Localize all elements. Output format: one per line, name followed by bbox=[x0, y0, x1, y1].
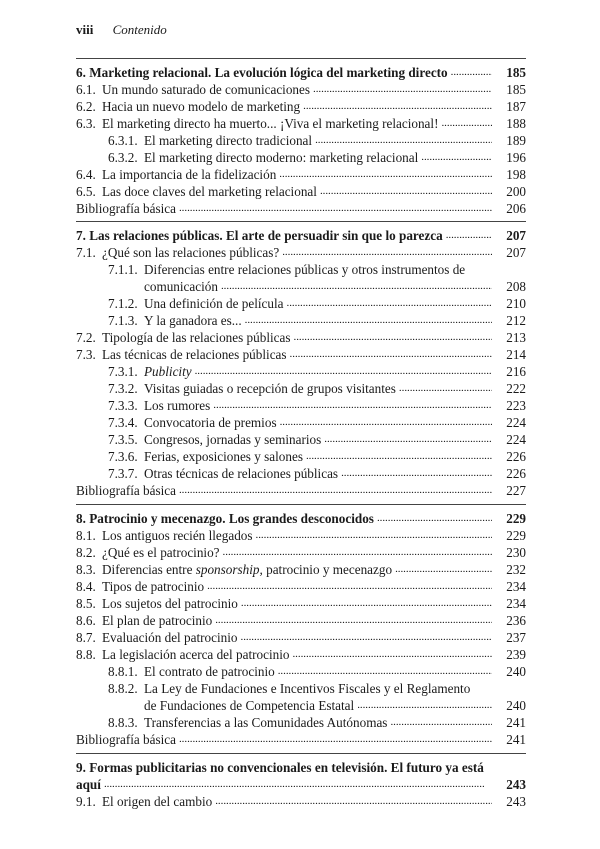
section-number: 7.3.5. bbox=[108, 432, 138, 447]
dot-leader bbox=[303, 98, 492, 115]
section-8-7-entry[interactable] bbox=[76, 629, 526, 646]
page-number: 214 bbox=[506, 347, 526, 362]
section-title: Otras técnicas de relaciones públicas bbox=[144, 466, 339, 481]
page-number: 241 bbox=[506, 732, 526, 747]
page-number: 224 bbox=[506, 415, 526, 430]
section-title: La Ley de Fundaciones e Incentivos Fiscales y el Reglamento bbox=[144, 681, 471, 696]
page-number: 185 bbox=[506, 65, 526, 80]
page-number: 237 bbox=[506, 630, 526, 645]
section-number: 8.8.3. bbox=[108, 715, 138, 730]
dot-leader bbox=[320, 183, 492, 200]
section-number: 8.2. bbox=[76, 545, 96, 560]
dot-leader bbox=[279, 166, 492, 183]
section-number: 7.1.3. bbox=[108, 313, 138, 328]
section-7-1-entry[interactable] bbox=[76, 244, 526, 261]
section-8-6-entry[interactable] bbox=[76, 612, 526, 629]
section-6-3-entry[interactable] bbox=[76, 115, 526, 132]
section-title: El marketing directo ha muerto... ¡Viva el marketing relacional! bbox=[102, 116, 439, 131]
page-number: 236 bbox=[506, 613, 526, 628]
dot-leader bbox=[245, 312, 492, 329]
section-title: Congresos, jornadas y seminarios bbox=[144, 432, 322, 447]
section-number: 8.8.2. bbox=[108, 681, 138, 696]
dot-leader bbox=[290, 346, 492, 363]
header-page-number: viii bbox=[76, 22, 94, 37]
section-title: Convocatoria de premios bbox=[144, 415, 277, 430]
page-number: 226 bbox=[506, 449, 526, 464]
dot-leader bbox=[215, 612, 492, 629]
section-title: Las técnicas de relaciones públicas bbox=[102, 347, 287, 362]
section-number: 6.5. bbox=[76, 184, 96, 199]
page-number: 207 bbox=[506, 228, 526, 243]
section-title: ¿Qué es el patrocinio? bbox=[102, 545, 220, 560]
page-number: 232 bbox=[506, 562, 526, 577]
section-title: Hacia un nuevo modelo de marketing bbox=[102, 99, 301, 114]
chapter-title: 8. Patrocinio y mecenazgo. Los grandes desconocidos bbox=[76, 511, 374, 526]
page-number: 222 bbox=[506, 381, 526, 396]
chapter-6-entry[interactable] bbox=[76, 64, 526, 81]
section-number: 8.5. bbox=[76, 596, 96, 611]
dot-leader bbox=[241, 629, 493, 646]
section-6-2-entry[interactable] bbox=[76, 98, 526, 115]
page-number: 240 bbox=[506, 698, 526, 713]
section-6-5-entry[interactable] bbox=[76, 183, 526, 200]
page-number: 224 bbox=[506, 432, 526, 447]
section-7-1-1-continuation[interactable] bbox=[76, 278, 526, 295]
section-title: Evaluación del patrocinio bbox=[102, 630, 238, 645]
section-title: Los rumores bbox=[144, 398, 211, 413]
dot-leader bbox=[357, 697, 492, 714]
section-number: 7.1.2. bbox=[108, 296, 138, 311]
section-8-8-1-entry[interactable] bbox=[76, 663, 526, 680]
dot-leader bbox=[179, 200, 492, 217]
section-number: 7.3.7. bbox=[108, 466, 138, 481]
section-6-1-entry[interactable] bbox=[76, 81, 526, 98]
page-number: 198 bbox=[506, 167, 526, 182]
section-number: 8.8.1. bbox=[108, 664, 138, 679]
page-number: 229 bbox=[506, 528, 526, 543]
dot-leader bbox=[313, 81, 492, 98]
dot-leader bbox=[241, 595, 492, 612]
dot-leader bbox=[399, 380, 492, 397]
bibliography-6-entry[interactable] bbox=[76, 200, 526, 217]
bibliography-8-entry[interactable] bbox=[76, 731, 526, 748]
dot-leader bbox=[395, 561, 492, 578]
chapter-9-entry[interactable] bbox=[76, 759, 526, 776]
section-title: Una definición de película bbox=[144, 296, 284, 311]
section-title: Un mundo saturado de comunicaciones bbox=[102, 82, 311, 97]
section-7-1-1-entry[interactable] bbox=[76, 261, 526, 278]
chapter-divider bbox=[76, 221, 526, 222]
section-number: 8.3. bbox=[76, 562, 96, 577]
section-title: Y la ganadora es... bbox=[144, 313, 242, 328]
section-6-3-1-entry[interactable] bbox=[76, 132, 526, 149]
section-8-1-entry[interactable] bbox=[76, 527, 526, 544]
section-title: Transferencias a las Comunidades Autónomas bbox=[144, 715, 388, 730]
section-title: Los antiguos recién llegados bbox=[102, 528, 253, 543]
section-title: ¿Qué son las relaciones públicas? bbox=[102, 245, 280, 260]
section-title: Los sujetos del patrocinio bbox=[102, 596, 238, 611]
page-number: 240 bbox=[506, 664, 526, 679]
page-number: 234 bbox=[506, 579, 526, 594]
section-title: El contrato de patrocinio bbox=[144, 664, 275, 679]
section-6-3-2-entry[interactable] bbox=[76, 149, 526, 166]
page-number: 212 bbox=[506, 313, 526, 328]
section-8-8-3-entry[interactable] bbox=[76, 714, 526, 731]
section-6-4-entry[interactable] bbox=[76, 166, 526, 183]
section-number: 9.1. bbox=[76, 794, 96, 809]
page-number: 243 bbox=[506, 794, 526, 809]
page-number: 229 bbox=[506, 511, 526, 526]
page-number: 187 bbox=[506, 99, 526, 114]
dot-leader bbox=[278, 663, 492, 680]
page-number: 216 bbox=[506, 364, 526, 379]
bibliography-7-entry[interactable] bbox=[76, 482, 526, 499]
section-number: 8.7. bbox=[76, 630, 96, 645]
page-number: 188 bbox=[506, 116, 526, 131]
section-number: 8.8. bbox=[76, 647, 96, 662]
chapter-title: 9. Formas publicitarias no convencionales en televisión. El futuro ya está bbox=[76, 760, 484, 775]
page-number: 239 bbox=[506, 647, 526, 662]
section-7-3-2-entry[interactable] bbox=[76, 380, 526, 397]
section-title: La legislación acerca del patrocinio bbox=[102, 647, 290, 662]
section-7-3-entry[interactable] bbox=[76, 346, 526, 363]
dot-leader bbox=[441, 115, 492, 132]
section-number: 8.6. bbox=[76, 613, 96, 628]
dot-leader bbox=[390, 714, 492, 731]
section-7-1-2-entry[interactable] bbox=[76, 295, 526, 312]
page-number: 243 bbox=[506, 777, 526, 792]
dot-leader bbox=[256, 527, 492, 544]
section-7-3-7-entry[interactable] bbox=[76, 465, 526, 482]
dot-leader bbox=[104, 776, 492, 793]
dot-leader bbox=[213, 397, 492, 414]
section-number: 7.3.1. bbox=[108, 364, 138, 379]
section-number: 8.4. bbox=[76, 579, 96, 594]
section-number: 6.3.2. bbox=[108, 150, 138, 165]
chapter-divider bbox=[76, 504, 526, 505]
section-number: 6.4. bbox=[76, 167, 96, 182]
page-number: 230 bbox=[506, 545, 526, 560]
page-number: 234 bbox=[506, 596, 526, 611]
section-title-italic: sponsorship, bbox=[195, 562, 263, 577]
page-number: 241 bbox=[506, 715, 526, 730]
dot-leader bbox=[280, 414, 492, 431]
page-number: 210 bbox=[506, 296, 526, 311]
section-number: 6.3.1. bbox=[108, 133, 138, 148]
page-number: 196 bbox=[506, 150, 526, 165]
dot-leader bbox=[179, 482, 492, 499]
page-number: 226 bbox=[506, 466, 526, 481]
section-8-8-entry[interactable] bbox=[76, 646, 526, 663]
dot-leader bbox=[221, 278, 492, 295]
section-title: El plan de patrocinio bbox=[102, 613, 213, 628]
section-number: 7.3.4. bbox=[108, 415, 138, 430]
page-number: 227 bbox=[506, 483, 526, 498]
section-7-3-5-entry[interactable] bbox=[76, 431, 526, 448]
page-number: 213 bbox=[506, 330, 526, 345]
section-9-1-entry[interactable] bbox=[76, 793, 526, 810]
section-8-8-2-continuation[interactable] bbox=[76, 697, 526, 714]
chapter-title: 6. Marketing relacional. La evolución lógica del marketing directo bbox=[76, 65, 448, 80]
dot-leader bbox=[421, 149, 492, 166]
section-8-5-entry[interactable] bbox=[76, 595, 526, 612]
section-number: 8.1. bbox=[76, 528, 96, 543]
dot-leader bbox=[195, 363, 492, 380]
dot-leader bbox=[287, 295, 492, 312]
dot-leader bbox=[294, 329, 493, 346]
chapter-title-continuation: aquí bbox=[76, 777, 101, 792]
section-8-4-entry[interactable] bbox=[76, 578, 526, 595]
page-number: 223 bbox=[506, 398, 526, 413]
page-number: 207 bbox=[506, 245, 526, 260]
running-header bbox=[76, 22, 167, 38]
page-number: 189 bbox=[506, 133, 526, 148]
section-8-3-entry[interactable] bbox=[76, 561, 526, 578]
dot-leader bbox=[315, 132, 492, 149]
section-title: Las doce claves del marketing relacional bbox=[102, 184, 317, 199]
section-7-3-1-entry[interactable] bbox=[76, 363, 526, 380]
section-8-2-entry[interactable] bbox=[76, 544, 526, 561]
page-number: 206 bbox=[506, 201, 526, 216]
section-7-2-entry[interactable] bbox=[76, 329, 526, 346]
page-number: 185 bbox=[506, 82, 526, 97]
section-title: Publicity bbox=[144, 364, 192, 379]
section-number: 7.3.3. bbox=[108, 398, 138, 413]
section-number: 7.3.2. bbox=[108, 381, 138, 396]
dot-leader bbox=[207, 578, 492, 595]
section-7-3-6-entry[interactable] bbox=[76, 448, 526, 465]
dot-leader bbox=[324, 431, 492, 448]
dot-leader bbox=[377, 510, 492, 527]
dot-leader bbox=[341, 465, 492, 482]
dot-leader bbox=[451, 64, 492, 81]
chapter-divider bbox=[76, 753, 526, 754]
bibliography-title: Bibliografía básica bbox=[76, 483, 176, 498]
dot-leader bbox=[446, 227, 492, 244]
bibliography-title: Bibliografía básica bbox=[76, 201, 176, 216]
dot-leader bbox=[179, 731, 492, 748]
section-title-part: patrocinio y mecenazgo bbox=[262, 562, 393, 577]
section-number: 6.3. bbox=[76, 116, 96, 131]
section-title: El marketing directo moderno: marketing relacional bbox=[144, 150, 419, 165]
section-8-8-2-entry[interactable] bbox=[76, 680, 526, 697]
chapter-9-continuation[interactable] bbox=[76, 776, 526, 793]
dot-leader bbox=[282, 244, 492, 261]
dot-leader bbox=[215, 793, 492, 810]
page-number: 208 bbox=[506, 279, 526, 294]
bibliography-title: Bibliografía básica bbox=[76, 732, 176, 747]
section-7-3-3-entry[interactable] bbox=[76, 397, 526, 414]
section-title: Diferencias entre relaciones públicas y otros instrumentos de bbox=[144, 262, 466, 277]
section-title: Ferias, exposiciones y salones bbox=[144, 449, 303, 464]
section-number: 7.2. bbox=[76, 330, 96, 345]
section-title-part: Diferencias entre bbox=[102, 562, 196, 577]
page-number: 200 bbox=[506, 184, 526, 199]
header-running-title: Contenido bbox=[112, 22, 167, 37]
chapter-divider bbox=[76, 58, 526, 59]
section-7-1-3-entry[interactable] bbox=[76, 312, 526, 329]
section-number: 7.1. bbox=[76, 245, 96, 260]
section-title: Tipos de patrocinio bbox=[102, 579, 205, 594]
section-title: El origen del cambio bbox=[102, 794, 213, 809]
section-number: 6.2. bbox=[76, 99, 96, 114]
chapter-7-entry[interactable] bbox=[76, 227, 526, 244]
section-title: La importancia de la fidelización bbox=[102, 167, 277, 182]
section-title-continuation: de Fundaciones de Competencia Estatal bbox=[144, 698, 355, 713]
section-number: 7.3.6. bbox=[108, 449, 138, 464]
section-title: Tipología de las relaciones públicas bbox=[102, 330, 291, 345]
chapter-title: 7. Las relaciones públicas. El arte de persuadir sin que lo parezca bbox=[76, 228, 443, 243]
section-7-3-4-entry[interactable] bbox=[76, 414, 526, 431]
section-number: 7.1.1. bbox=[108, 262, 138, 277]
section-title: El marketing directo tradicional bbox=[144, 133, 313, 148]
section-title-continuation: comunicación bbox=[144, 279, 218, 294]
section-number: 7.3. bbox=[76, 347, 96, 362]
dot-leader bbox=[223, 544, 492, 561]
dot-leader bbox=[306, 448, 492, 465]
dot-leader bbox=[292, 646, 492, 663]
chapter-8-entry[interactable] bbox=[76, 510, 526, 527]
section-number: 6.1. bbox=[76, 82, 96, 97]
section-title: Visitas guiadas o recepción de grupos visitantes bbox=[144, 381, 396, 396]
